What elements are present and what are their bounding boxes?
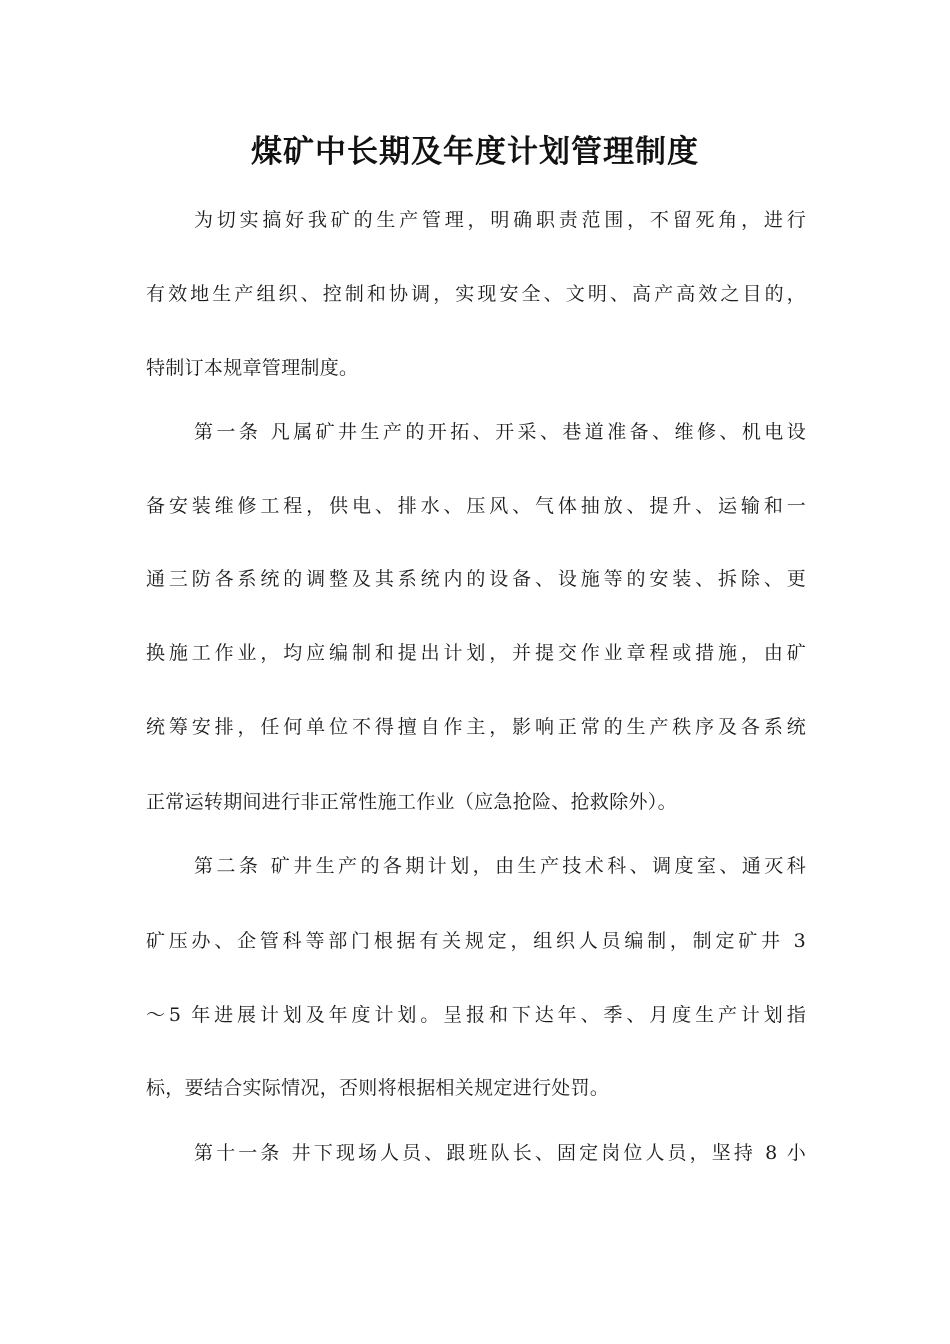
paragraph-line: 第二条 矿井生产的各期计划，由生产技术科、调度室、通灭科 [194,855,806,877]
paragraph-line: 统筹安排，任何单位不得擅自作主，影响正常的生产秩序及各系统 [146,716,806,738]
paragraph-line: 为切实搞好我矿的生产管理，明确职责范围，不留死角，进行 [194,209,806,231]
document-title: 煤矿中长期及年度计划管理制度 [251,134,699,170]
paragraph-line: 换施工作业，均应编制和提出计划，并提交作业章程或措施，由矿 [146,642,806,664]
paragraph-line: 第一条 凡属矿井生产的开拓、开采、巷道准备、维修、机电设 [194,421,806,443]
paragraph-line: 标，要结合实际情况，否则将根据相关规定进行处罚。 [146,1077,610,1099]
paragraph-line: 备安装维修工程，供电、排水、压风、气体抽放、提升、运输和一 [146,495,806,517]
paragraph-line: ～5 年进展计划及年度计划。呈报和下达年、季、月度生产计划指 [146,1004,806,1026]
paragraph-line: 有效地生产组织、控制和协调，实现安全、文明、高产高效之目的， [146,283,806,305]
paragraph-line: 通三防各系统的调整及其系统内的设备、设施等的安装、拆除、更 [146,568,806,590]
paragraph-line: 第十一条 井下现场人员、跟班队长、固定岗位人员，坚持 8 小 [194,1142,806,1164]
paragraph-line: 矿压办、企管科等部门根据有关规定，组织人员编制，制定矿井 3 [146,930,806,952]
paragraph-line: 特制订本规章管理制度。 [146,357,359,379]
paragraph-line: 正常运转期间进行非正常性施工作业（应急抢险、抢救除外）。 [146,791,677,813]
